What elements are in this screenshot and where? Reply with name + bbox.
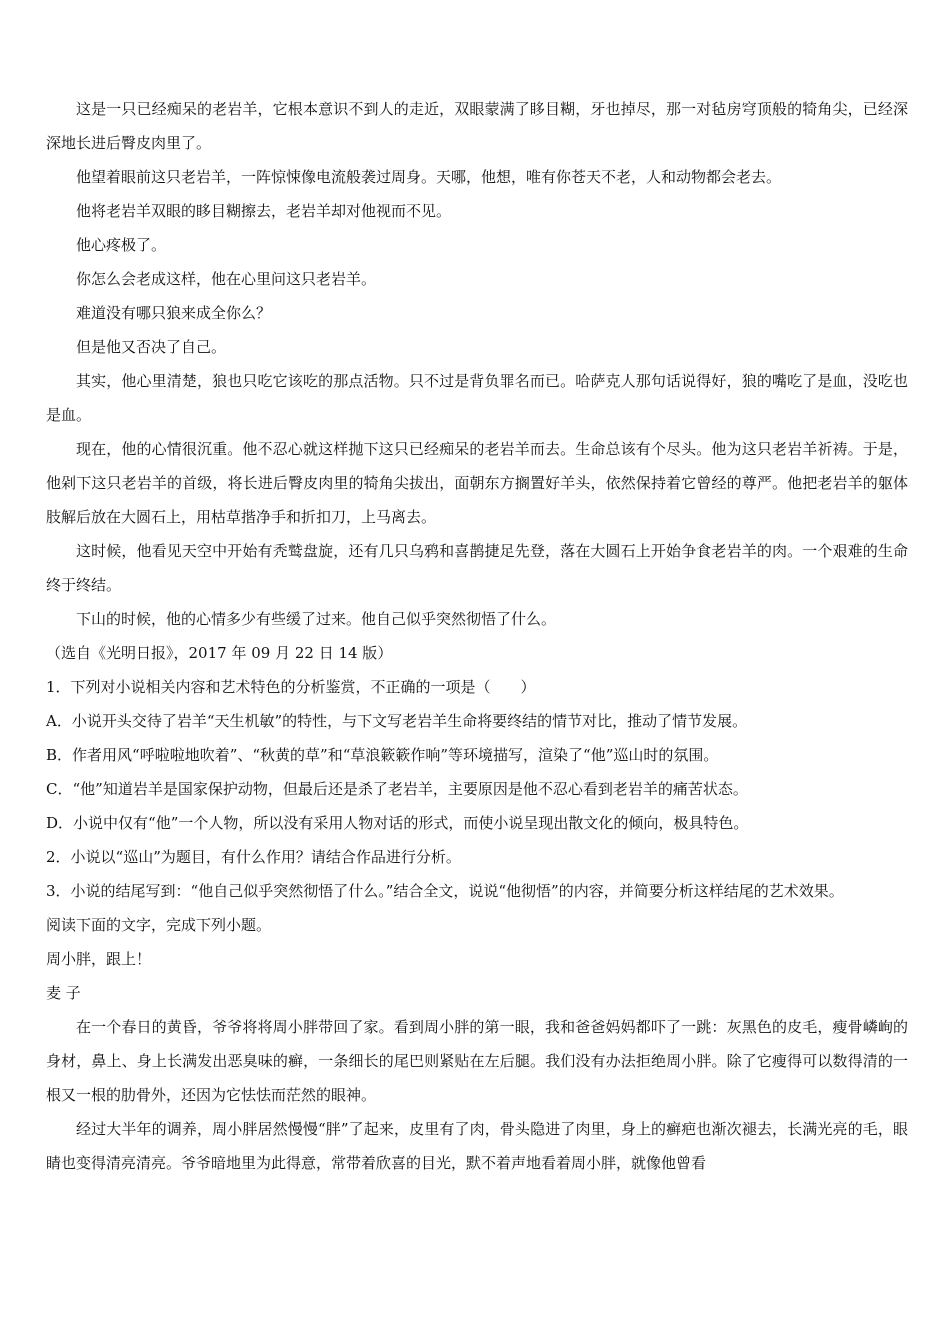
story1-paragraph: 下山的时候，他的心情多少有些缓了过来。他自己似乎突然彻悟了什么。 <box>76 610 557 628</box>
story1-paragraph: 他望着眼前这只老岩羊，一阵惊悚像电流般袭过周身。天哪，他想，唯有你苍天不老，人和动物都会老去。 <box>76 168 782 186</box>
option-a: A．小说开头交待了岩羊“天生机敏”的特性，与下文写老岩羊生命将要终结的情节对比，推动了情节发展。 <box>46 712 748 730</box>
story1-paragraph: 但是他又否决了自己。 <box>76 338 227 356</box>
story1-paragraph: 他将老岩羊双眼的眵目糊擦去，老岩羊却对他视而不见。 <box>76 202 452 220</box>
question-1: 1．下列对小说相关内容和艺术特色的分析鉴赏，不正确的一项是（ ） <box>46 678 536 696</box>
story1-paragraph: 这是一只已经痴呆的老岩羊，它根本意识不到人的走近，双眼蒙满了眵目糊，牙也掉尽，那一对毡房穹顶般的犄角尖，已经深深地长进后臀皮肉里了。 <box>46 100 908 152</box>
option-d: D．小说中仅有“他”一个人物，所以没有采用人物对话的形式，而使小说呈现出散文化的倾向，极具特色。 <box>46 814 749 832</box>
question-2: 2．小说以“巡山”为题目，有什么作用？请结合作品进行分析。 <box>46 848 461 866</box>
story2-title: 周小胖，跟上！ <box>46 950 152 968</box>
story1-paragraph: 这时候，他看见天空中开始有秃鹫盘旋，还有几只乌鸦和喜鹊捷足先登，落在大圆石上开始争食老岩羊的肉。一个艰难的生命终于终结。 <box>46 542 908 594</box>
story1-paragraph: 其实，他心里清楚，狼也只吃它该吃的那点活物。只不过是背负罪名而已。哈萨克人那句话说得好，狼的嘴吃了是血，没吃也是血。 <box>46 372 908 424</box>
story1-paragraph: 现在，他的心情很沉重。他不忍心就这样抛下这只已经痴呆的老岩羊而去。生命总该有个尽头。他为这只老岩羊祈祷。于是，他剁下这只老岩羊的首级，将长进后臀皮肉里的犄角尖拔出，面朝东方搁置好羊头，依然保持着它曾经的尊严。他把老岩羊的躯体肢解后放在大圆石上，用枯草揩净手和折扣刀，上马离去。 <box>46 440 908 526</box>
story1-paragraph: 难道没有哪只狼来成全你么？ <box>76 304 272 322</box>
story2-paragraph: 在一个春日的黄昏，爷爷将将周小胖带回了家。看到周小胖的第一眼，我和爸爸妈妈都吓了一跳：灰黑色的皮毛，瘦骨嶙峋的身材，鼻上、身上长满发出恶臭味的癣，一条细长的尾巴则紧贴在左后腿。我们没有办法拒绝周小胖。除了它瘦得可以数得清的一根又一根的肋骨外，还因为它怯怯而茫然的眼神。 <box>46 1018 908 1104</box>
document-page <box>46 92 908 1180</box>
question-3: 3．小说的结尾写到：“他自己似乎突然彻悟了什么。”结合全文，说说“他彻悟”的内容，并简要分析这样结尾的艺术效果。 <box>46 882 844 900</box>
story2-paragraph: 经过大半年的调养，周小胖居然慢慢“胖”了起来，皮里有了肉，骨头隐进了肉里，身上的癣疤也渐次褪去，长满光亮的毛，眼睛也变得清亮清亮。爷爷暗地里为此得意，常带着欣喜的目光，默不着声地看着周小胖，就像他曾看 <box>46 1120 908 1172</box>
story1-paragraph: 你怎么会老成这样，他在心里问这只老岩羊。 <box>76 270 377 288</box>
story2-author: 麦 子 <box>46 984 81 1002</box>
option-c: C．“他”知道岩羊是国家保护动物，但最后还是杀了老岩羊，主要原因是他不忍心看到老岩羊的痛苦状态。 <box>46 780 748 798</box>
option-b: B．作者用风“呼啦啦地吹着”、“秋黄的草”和“草浪簌簌作响”等环境描写，渲染了“他”巡山时的氛围。 <box>46 746 719 764</box>
story1-paragraph: 他心疼极了。 <box>76 236 167 254</box>
source-citation: （选自《光明日报》，2017 年 09 月 22 日 14 版） <box>46 644 393 662</box>
reading-instruction: 阅读下面的文字，完成下列小题。 <box>46 916 272 934</box>
